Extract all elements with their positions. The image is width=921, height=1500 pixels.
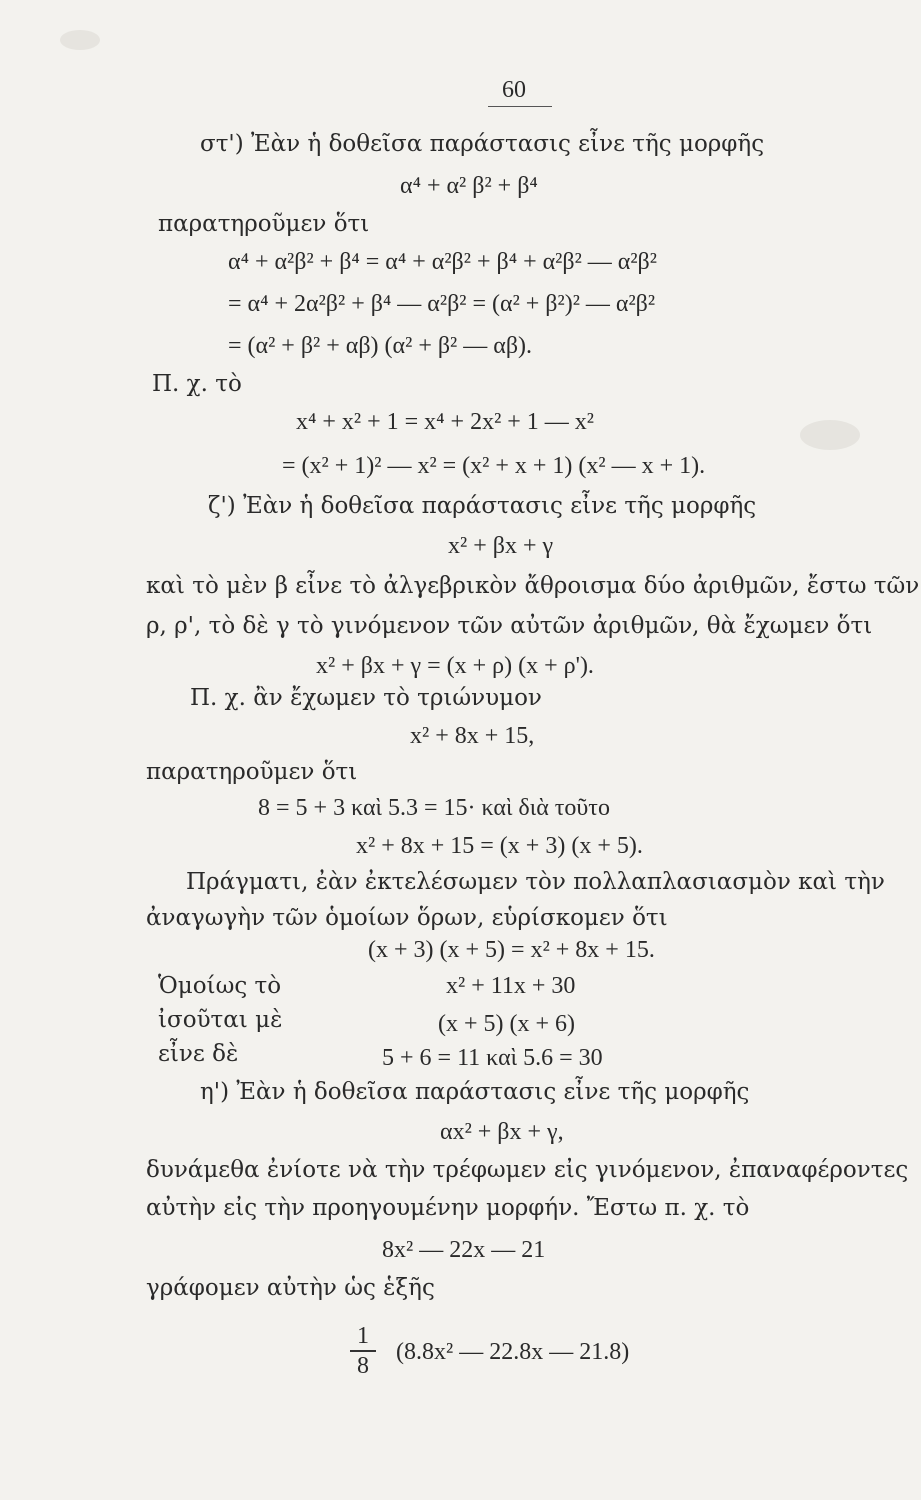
formula-line: (x + 3) (x + 5) = x² + 8x + 15. bbox=[368, 937, 655, 963]
text-line: γράφομεν αὐτὴν ὡς ἑξῆς bbox=[146, 1275, 435, 1301]
paper-stain bbox=[60, 30, 100, 50]
formula-line: (8.8x² — 22.8x — 21.8) bbox=[396, 1339, 630, 1365]
text-line: Ὁμοίως τὸ bbox=[158, 973, 282, 999]
fraction-denominator: 8 bbox=[357, 1353, 369, 1379]
fraction-numerator: 1 bbox=[357, 1323, 369, 1349]
formula-line: 5 + 6 = 11 καὶ 5.6 = 30 bbox=[382, 1045, 603, 1071]
text-line: Πράγματι, ἐὰν ἐκτελέσωμεν τὸν πολλαπλασιασμὸν καὶ τὴν bbox=[186, 869, 885, 895]
formula-line: = (α² + β² + αβ) (α² + β² — αβ). bbox=[228, 333, 533, 359]
section-st-heading: στ') Ἐὰν ἡ δοθεῖσα παράστασις εἶνε τῆς μορφῆς bbox=[200, 131, 765, 157]
formula-line: x² + βx + γ = (x + ρ) (x + ρ'). bbox=[316, 653, 594, 679]
section-z-heading: ζ') Ἐὰν ἡ δοθεῖσα παράστασις εἶνε τῆς μορφῆς bbox=[208, 493, 757, 519]
text-line: ἀναγωγὴν τῶν ὁμοίων ὅρων, εὑρίσκομεν ὅτι bbox=[146, 905, 668, 931]
text-line: ρ, ρ', τὸ δὲ γ τὸ γινόμενον τῶν αὐτῶν ἀριθμῶν, θὰ ἔχωμεν ὅτι bbox=[146, 613, 873, 639]
page-number-rule bbox=[488, 106, 552, 107]
text-line: εἶνε δὲ bbox=[158, 1041, 239, 1067]
text-line: αὐτὴν εἰς τὴν προηγουμένην μορφήν. Ἔστω π. χ. τὸ bbox=[146, 1195, 750, 1221]
text-line: καὶ τὸ μὲν β εἶνε τὸ ἀλγεβρικὸν ἄθροισμα δύο ἀριθμῶν, ἔστω τῶν bbox=[146, 573, 920, 599]
example-label: Π. χ. τὸ bbox=[152, 371, 242, 397]
formula-h-form: αx² + βx + γ, bbox=[440, 1119, 564, 1145]
formula-st-form: α⁴ + α² β² + β⁴ bbox=[400, 173, 538, 199]
fraction-one-eighth bbox=[350, 1323, 376, 1379]
formula-line: x⁴ + x² + 1 = x⁴ + 2x² + 1 — x² bbox=[296, 409, 594, 435]
formula-line: = α⁴ + 2α²β² + β⁴ — α²β² = (α² + β²)² — α²β² bbox=[228, 291, 656, 317]
text-line: δυνάμεθα ἐνίοτε νὰ τὴν τρέφωμεν εἰς γινόμενον, ἐπαναφέροντες bbox=[146, 1157, 909, 1183]
paper-stain bbox=[800, 420, 860, 450]
text-line: παρατηροῦμεν ὅτι bbox=[158, 211, 370, 237]
formula-line: 8x² — 22x — 21 bbox=[382, 1237, 546, 1263]
formula-line: x² + 8x + 15 = (x + 3) (x + 5). bbox=[356, 833, 643, 859]
formula-line: x² + 8x + 15, bbox=[410, 723, 535, 749]
formula-line: (x + 5) (x + 6) bbox=[438, 1011, 576, 1037]
text-line: ἰσοῦται μὲ bbox=[158, 1007, 283, 1033]
formula-line: = (x² + 1)² — x² = (x² + x + 1) (x² — x + 1). bbox=[282, 453, 706, 479]
formula-z-form: x² + βx + γ bbox=[448, 533, 554, 559]
section-h-heading: η') Ἐὰν ἡ δοθεῖσα παράστασις εἶνε τῆς μορφῆς bbox=[200, 1079, 750, 1105]
page-number: 60 bbox=[502, 77, 526, 103]
text-line: Π. χ. ἂν ἔχωμεν τὸ τριώνυμον bbox=[190, 685, 542, 711]
text-line: παρατηροῦμεν ὅτι bbox=[146, 759, 358, 785]
formula-line: 8 = 5 + 3 καὶ 5.3 = 15· καὶ διὰ τοῦτο bbox=[258, 795, 610, 821]
formula-line: x² + 11x + 30 bbox=[446, 973, 576, 999]
fraction-bar bbox=[350, 1350, 376, 1352]
formula-line: α⁴ + α²β² + β⁴ = α⁴ + α²β² + β⁴ + α²β² — α²β² bbox=[228, 249, 657, 275]
